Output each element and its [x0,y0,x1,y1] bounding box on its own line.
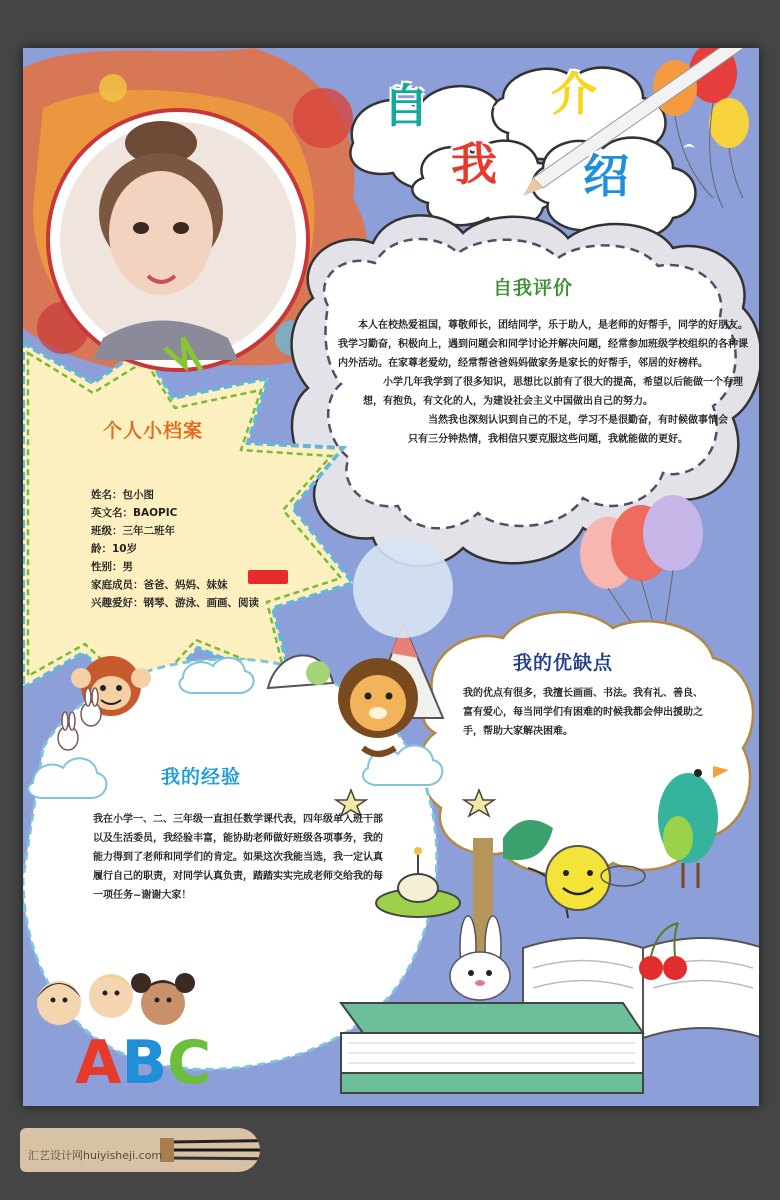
profile-heading: 个人小档案 [103,420,204,442]
profile-age: 龄：10岁 [91,543,138,555]
self-eval-paragraph-3: 当然我也深刻认识到自己的不足，学习不是很勤奋，有时候做事情会只有三分钟热情，我相信只要克服这些问题，我就能做的更好。 [408,415,728,445]
profile-name: 姓名：包小图 [91,489,154,501]
self-eval-paragraph-1: 本人在校热爱祖国，尊敬师长，团结同学，乐于助人，是老师的好帮手，同学的好朋友。我学习勤奋，积极向上，遇到问题会和同学讨论并解决问题，经常参加班级学校组织的各种课内外活动。在家尊老爱幼，经常帮爸爸妈妈做家务是家长的好帮手，邻居的好榜样。 [338,320,748,369]
self-eval-paragraph-2: 小学几年我学到了很多知识，思想比以前有了很大的提高，希望以后能做一个有理想，有抱负，有文化的人，为建设社会主义中国做出自己的努力。 [363,377,743,407]
profile-family: 家庭成员：爸爸、妈妈、妹妹 [91,579,228,591]
title-char-1: 自 [383,79,429,133]
strengths-body: 我的优点有很多，我擅长画画、书法。我有礼、善良、富有爱心，每当同学们有困难的时候我都会伸出援助之手，帮助大家解决困难。 [463,688,703,737]
poster [23,48,759,1106]
watermark-text: 汇艺设计网huiyisheji.com [28,1149,163,1162]
profile-class: 班级：三年二班年 [91,525,175,537]
profile-english-name: 英文名：BAOPIC [91,507,178,519]
letter-a: A [75,1028,122,1098]
title-char-4: 绍 [583,149,629,203]
profile-gender: 性别：男 [91,561,133,573]
letter-c: C [167,1028,212,1098]
self-eval-heading: 自我评价 [493,277,574,299]
profile-hobbies: 兴趣爱好：钢琴、游泳、画画、阅读 [91,597,259,609]
abc-letters [75,1028,211,1098]
experience-heading: 我的经验 [161,766,242,788]
self-eval-body [338,316,748,449]
letter-b: B [121,1028,168,1098]
strengths-heading: 我的优缺点 [513,652,614,674]
title-char-2: 我 [451,137,497,191]
experience-body: 我在小学一、二、三年级一直担任数学课代表，四年级单入班干部以及生活委员，我经验丰富，能协助老师做好班级各项事务，我的能力得到了老师和同学们的肯定。如果这次我能当选，我一定认真履行自己的职责，对同学认真负责，踏踏实实完成老师交给我的每一项任务~谢谢大家！ [93,814,383,901]
title-char-3: 介 [551,67,597,121]
profile-details [91,486,321,612]
green-book [341,1003,643,1093]
